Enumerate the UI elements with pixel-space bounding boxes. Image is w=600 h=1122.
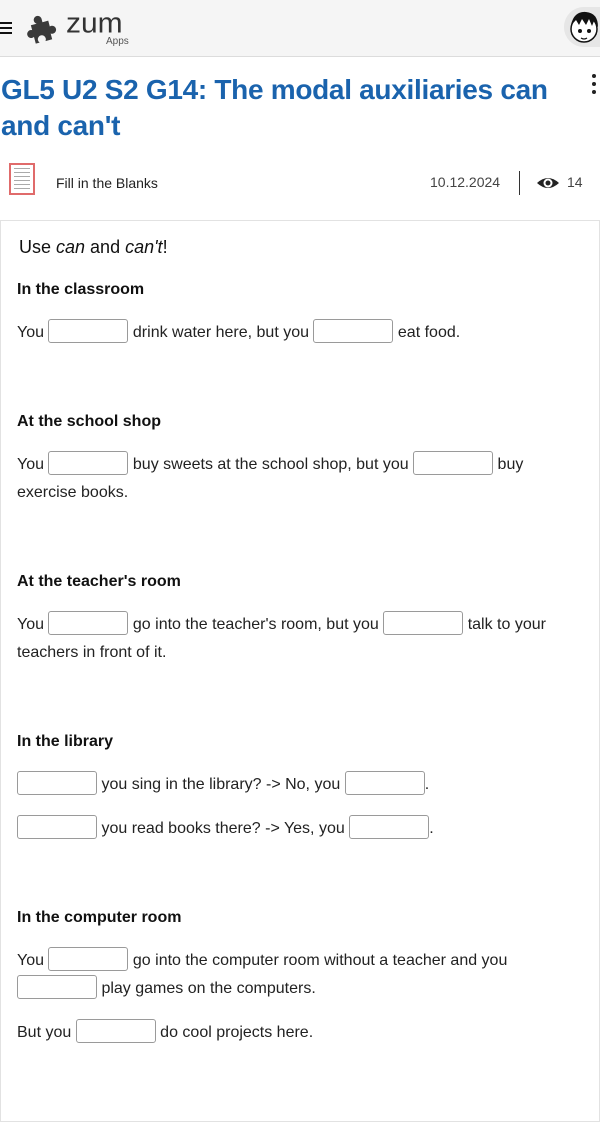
- instruction-word-can: can: [56, 237, 86, 257]
- sentence-text: talk to your teachers in front of it.: [17, 616, 546, 661]
- sentence: [17, 771, 577, 799]
- blank-input[interactable]: [17, 975, 97, 999]
- sentence: [17, 319, 577, 347]
- puzzle-piece-icon: [26, 10, 62, 46]
- section-title: At the teacher's room: [17, 573, 181, 590]
- sentence-text: buy sweets at the school shop, but you: [132, 456, 409, 473]
- sentence-text: You: [17, 952, 44, 969]
- page-title: GL5 U2 S2 G14: The modal auxiliaries can and can't: [1, 74, 548, 141]
- instruction-text: and: [85, 237, 126, 257]
- blank-input[interactable]: [48, 947, 128, 971]
- blank-input[interactable]: [383, 611, 463, 635]
- sentence-text: do cool projects here.: [160, 1024, 314, 1041]
- section-title: In the computer room: [17, 909, 182, 926]
- sentence-text: .: [424, 776, 430, 793]
- instruction-text: !: [162, 237, 168, 257]
- blank-input[interactable]: [48, 319, 128, 343]
- sentence-text: you read books there? -> Yes, you: [101, 820, 345, 837]
- sentence-text: You: [17, 456, 44, 473]
- app-type-label: Fill in the Blanks: [56, 175, 158, 191]
- brand-sub: Apps: [106, 36, 129, 47]
- sentence-text: eat food.: [397, 324, 461, 341]
- sentence: [17, 815, 577, 843]
- instruction-word-cant: can't: [125, 237, 163, 257]
- blank-input[interactable]: [413, 451, 493, 475]
- blank-input[interactable]: [349, 815, 429, 839]
- section-title: In the classroom: [17, 281, 145, 298]
- sentence-text: go into the computer room without a teacher and you: [132, 952, 508, 969]
- section-title: In the library: [17, 733, 114, 750]
- more-options-icon[interactable]: [590, 74, 598, 98]
- sentence-text: buy exercise books.: [17, 456, 524, 501]
- publish-date: 10.12.2024: [430, 174, 501, 190]
- blank-input[interactable]: [17, 815, 97, 839]
- blank-input[interactable]: [345, 771, 425, 795]
- top-bar: [0, 0, 600, 57]
- hamburger-menu-icon[interactable]: [0, 19, 12, 37]
- blank-input[interactable]: [313, 319, 393, 343]
- divider: [519, 171, 520, 195]
- sentence-text: .: [429, 820, 434, 837]
- sentence-text: You: [17, 616, 44, 633]
- section-title: At the school shop: [17, 413, 161, 430]
- sentence: [17, 1019, 577, 1047]
- meta-row: [0, 160, 600, 204]
- instruction-text: Use: [19, 237, 57, 257]
- sentence-text: But you: [17, 1024, 72, 1041]
- zum-logo[interactable]: [26, 8, 129, 48]
- eye-icon: [536, 174, 560, 192]
- sentence-text: You: [17, 324, 44, 341]
- blank-input[interactable]: [48, 451, 128, 475]
- avatar-face-icon: [564, 7, 600, 47]
- sentence: [17, 947, 577, 1003]
- brand-name: zum: [66, 7, 123, 40]
- sentence-text: you sing in the library? -> No, you: [101, 776, 341, 793]
- exercise-card: [0, 220, 600, 1122]
- view-count: 14: [567, 174, 583, 190]
- sentence: [17, 611, 577, 667]
- blank-input[interactable]: [17, 771, 97, 795]
- instructions: [19, 237, 168, 258]
- fill-in-the-blanks-thumbnail-icon: [9, 163, 35, 195]
- user-avatar[interactable]: [564, 7, 600, 47]
- sentence-text: go into the teacher's room, but you: [132, 616, 379, 633]
- sentence-text: play games on the computers.: [101, 980, 316, 997]
- blank-input[interactable]: [76, 1019, 156, 1043]
- blank-input[interactable]: [48, 611, 128, 635]
- sentence: [17, 451, 577, 507]
- sentence-text: drink water here, but you: [132, 324, 309, 341]
